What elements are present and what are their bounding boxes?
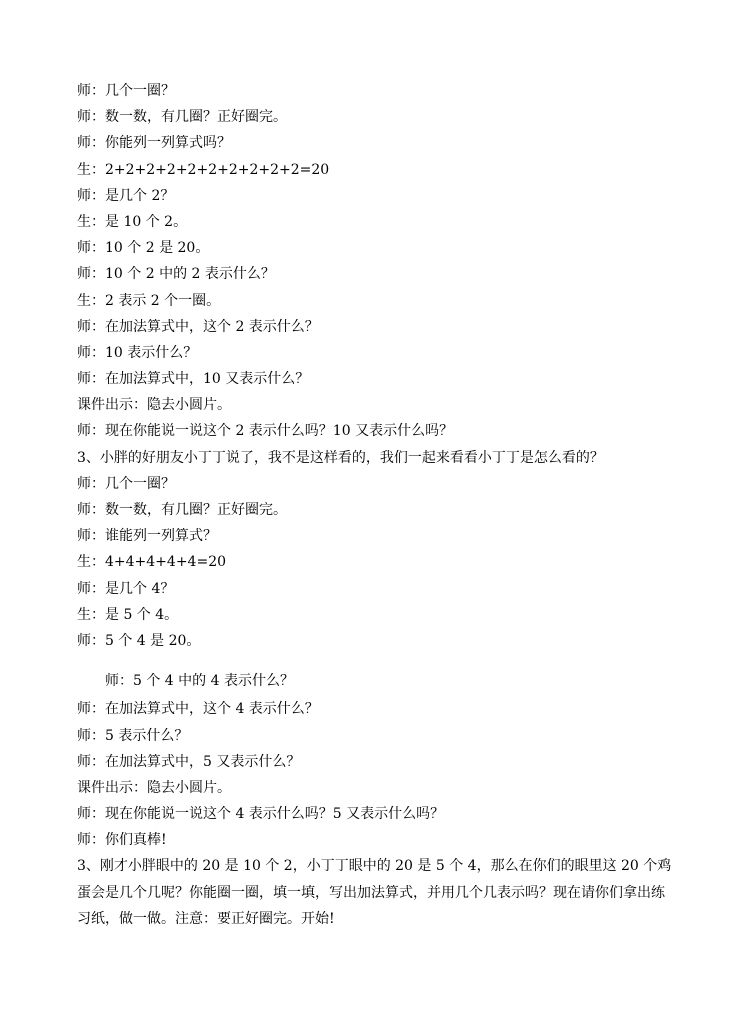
- text-line: 师：现在你能说一说这个 4 表示什么吗？5 又表示什么吗？: [77, 806, 445, 823]
- text-line: 生：2+2+2+2+2+2+2+2+2+2=20: [77, 161, 330, 178]
- text-line: 师：在加法算式中，这个 2 表示什么？: [77, 318, 319, 335]
- text-line: 师：是几个 2？: [77, 187, 175, 204]
- text-line: 师：现在你能说一说这个 2 表示什么吗？10 又表示什么吗？: [77, 423, 454, 440]
- text-line: 师：数一数，有几圈？正好圈完。: [77, 502, 287, 518]
- text-line: 师：10 个 2 中的 2 表示什么？: [77, 266, 275, 283]
- text-line: 课件出示：隐去小圆片。: [77, 779, 231, 796]
- text-line: 生：是 10 个 2。: [77, 213, 188, 230]
- lesson-transcript: [77, 78, 677, 933]
- text-line: 师：几个一圈？: [77, 475, 175, 492]
- text-line: 师：5 表示什么？: [77, 727, 189, 744]
- text-line: 师：10 表示什么？: [77, 344, 198, 361]
- text-line: 师：是几个 4？: [77, 580, 175, 597]
- text-line: 师：你们真棒!: [77, 832, 167, 849]
- text-line: 生：是 5 个 4。: [77, 606, 179, 623]
- text-line: 师：几个一圈？: [77, 83, 175, 99]
- text-line: 师：10 个 2 是 20。: [77, 240, 210, 257]
- text-line: 师：数一数，有几圈？正好圈完。: [77, 109, 287, 126]
- text-line: 师：5 个 4 中的 4 表示什么？: [105, 673, 294, 690]
- text-line: 师：在加法算式中，这个 4 表示什么？: [77, 701, 319, 718]
- text-line: 师：你能列一列算式吗？: [77, 135, 231, 152]
- text-line: 师：在加法算式中，10 又表示什么？: [77, 371, 310, 388]
- text-line: 课件出示：隐去小圆片。: [77, 397, 231, 414]
- section-heading: 3、小胖的好朋友小丁丁说了，我不是这样看的，我们一起来看看小丁丁是怎么看的？: [77, 449, 604, 466]
- text-line: 生：4+4+4+4+4=20: [77, 554, 227, 571]
- text-line: 师：谁能列一列算式？: [77, 528, 217, 545]
- text-line: 师：在加法算式中，5 又表示什么？: [77, 753, 301, 770]
- section-paragraph: 3、刚才小胖眼中的 20 是 10 个 2，小丁丁眼中的 20 是 5 个 4，那么在你们的眼里这 20 个鸡蛋会是几个几呢？你能圈一圈，填一填，写出加法算式，并用几个几表示吗？现在请你们拿出练习纸，做一做。注意：要正好圈完。开始!: [77, 858, 672, 928]
- text-line: 生：2 表示 2 个一圈。: [77, 292, 221, 309]
- text-line: 师：5 个 4 是 20。: [77, 632, 201, 649]
